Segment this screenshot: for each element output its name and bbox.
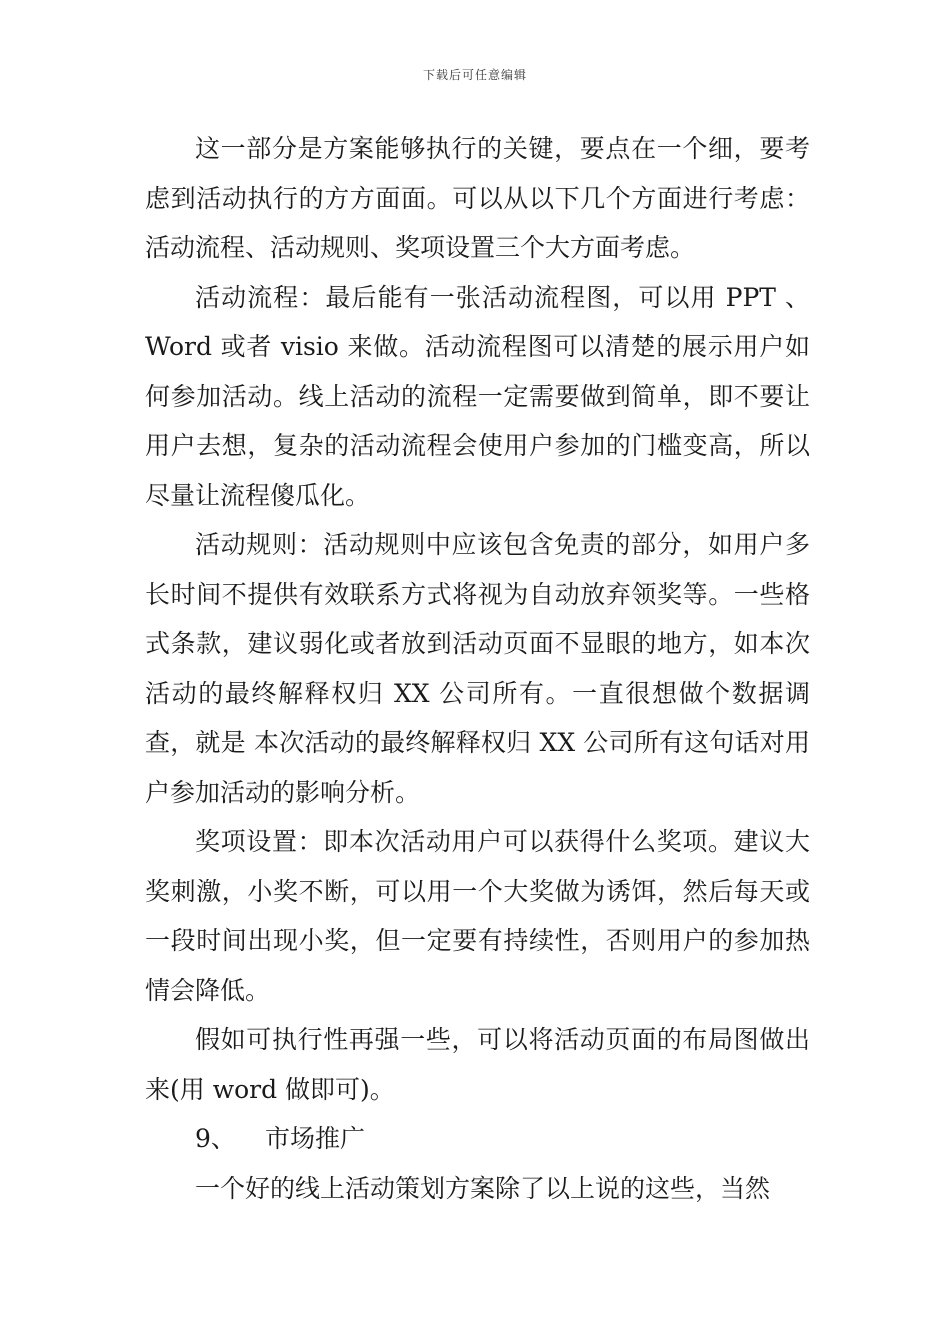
paragraph-prize-settings: 奖项设置：即本次活动用户可以获得什么奖项。建议大奖刺激，小奖不断，可以用一个大奖做为诱饵，然后每天或一段时间出现小奖，但一定要有持续性，否则用户的参加热情会降低。 (145, 827, 810, 1005)
document-body (145, 124, 810, 1213)
paragraph-page-layout: 假如可执行性再强一些，可以将活动页面的布局图做出来(用 word 做即可)。 (145, 1025, 810, 1104)
section-title: 市场推广 (265, 1124, 366, 1153)
page-header: 下载后可任意编辑 (422, 68, 527, 82)
paragraph-execution-key: 这一部分是方案能够执行的关键，要点在一个细，要考虑到活动执行的方方面面。可以从以下几个方面进行考虑：活动流程、活动规则、奖项设置三个大方面考虑。 (145, 134, 810, 262)
paragraph-activity-flow: 活动流程：最后能有一张活动流程图，可以用 PPT 、Word 或者 visio 来做。活动流程图可以清楚的展示用户如何参加活动。线上活动的流程一定需要做到简单，即不要让用户去想，复杂的活动流程会使用户参加的门槛变高，所以尽量让流程傻瓜化。 (145, 282, 810, 510)
paragraph-marketing-intro: 一个好的线上活动策划方案除了以上说的这些，当然 (195, 1173, 771, 1203)
section-heading (145, 1114, 810, 1164)
section-number: 9、 (195, 1124, 236, 1153)
paragraph-activity-rules: 活动规则：活动规则中应该包含免责的部分，如用户多长时间不提供有效联系方式将视为自动放弃领奖等。一些格式条款，建议弱化或者放到活动页面不显眼的地方，如本次活动的最终解释权归 XX 公司所有。一直很想做个数据调查，就是 本次活动的最终解释权归 XX 公司所有这句话对用户参加活动的影响分析。 (145, 530, 810, 807)
